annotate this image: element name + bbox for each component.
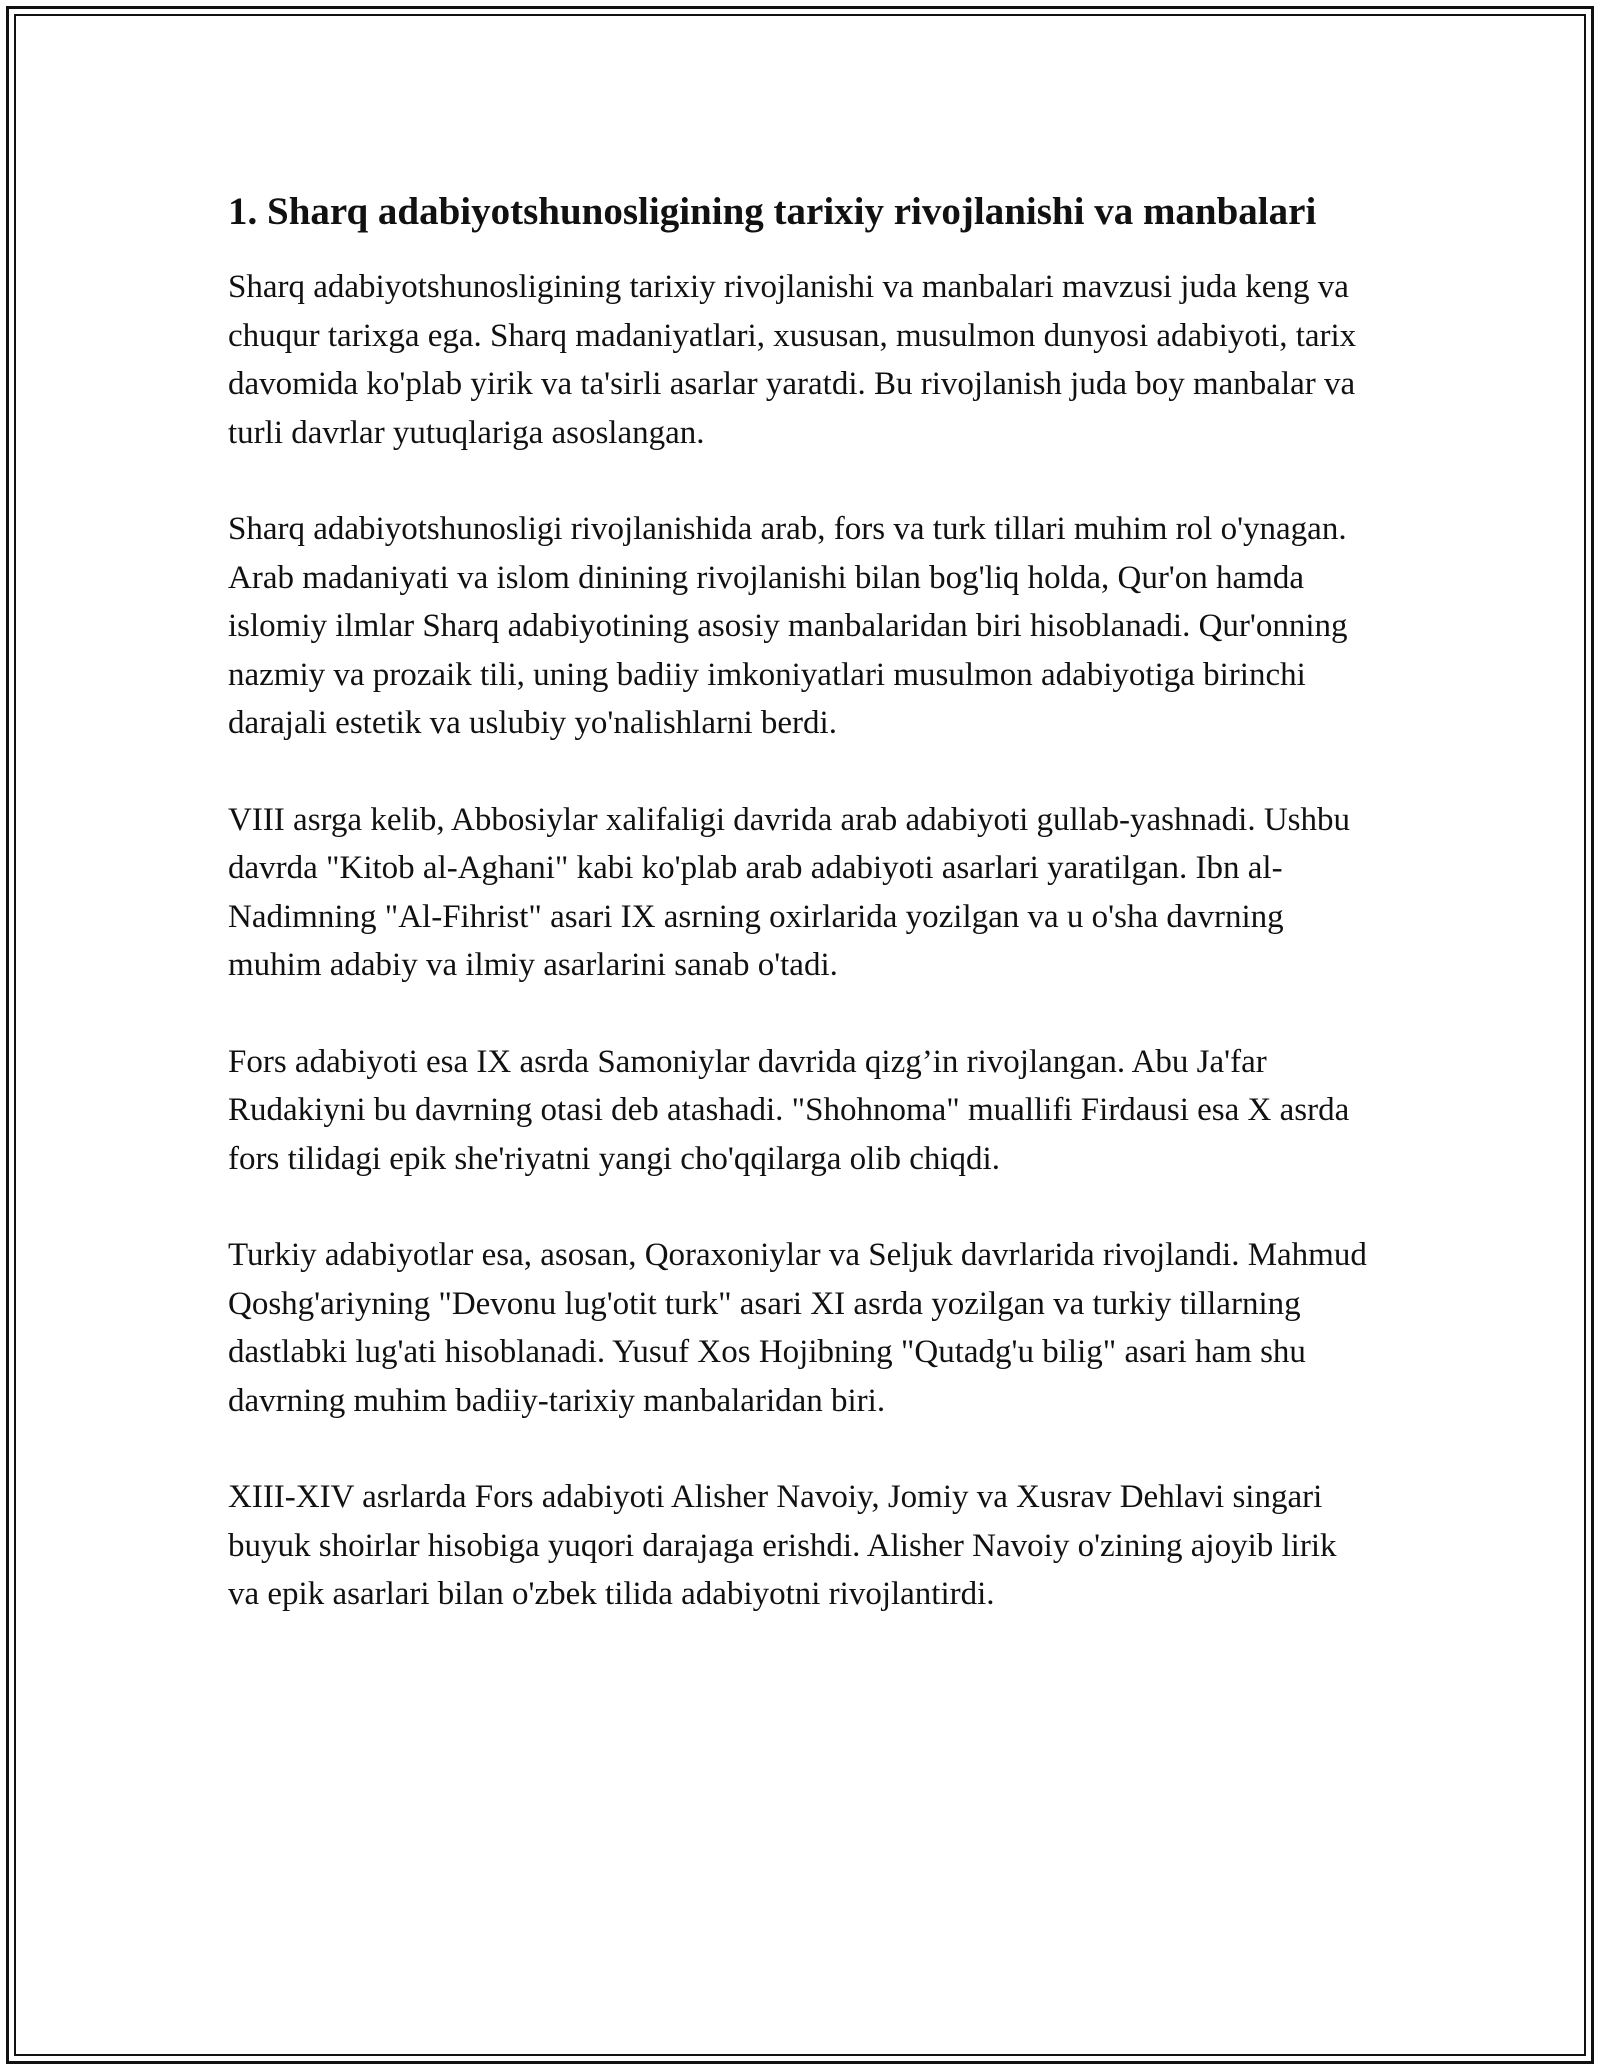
paragraph-1: Sharq adabiyotshunosligining tarixiy rivojlanishi va manbalari mavzusi juda keng va chuqur tarixga ega. Sharq madaniyatlari, xususan, musulmon dunyosi adabiyoti, tarix davomida ko'plab yirik va ta'sirli asarlar yaratdi. Bu rivojlanish juda boy manbalar va turli davrlar yutuqlariga asoslangan. xyxy=(228,269,1357,451)
paragraph-3: VIII asrga kelib, Abbosiylar xalifaligi davrida arab adabiyoti gullab-yashnadi. Ushbu davrda "Kitob al-Aghani" kabi ko'plab arab adabiyoti asarlari yaratilgan. Ibn al-Nadimning "Al-Fihrist" asari IX asrning oxirlarida yozilgan va u o'sha davrning muhim adabiy va ilmiy asarlarini sanab o'tadi. xyxy=(228,801,1350,983)
paragraph-2: Sharq adabiyotshunosligi rivojlanishida arab, fors va turk tillari muhim rol o'ynagan. Arab madaniyati va islom dinining rivojlanishi bilan bog'liq holda, Qur'on hamda islomiy ilmlar Sharq adabiyotining asosiy manbalaridan biri hisoblanadi. Qur'onning nazmiy va prozaik tili, uning badiiy imkoniyatlari musulmon adabiyotiga birinchi darajali estetik va uslubiy yo'nalishlarni berdi. xyxy=(228,511,1348,741)
paragraph-6: XIII-XIV asrlarda Fors adabiyoti Alisher Navoiy, Jomiy va Xusrav Dehlavi singari buyuk shoirlar hisobiga yuqori darajaga erishdi. Alisher Navoiy o'zining ajoyib lirik va epik asarlari bilan o'zbek tilida adabiyotni rivojlantirdi. xyxy=(228,1479,1337,1612)
paragraph-4: Fors adabiyoti esa IX asrda Samoniylar davrida qizg’in rivojlangan. Abu Ja'far Rudakiyni bu davrning otasi deb atashadi. "Shohnoma" muallifi Firdausi esa X asrda fors tilidagi epik she'riyatni yangi cho'qqilarga olib chiqdi. xyxy=(228,1043,1350,1177)
section-heading: 1. Sharq adabiyotshunosligining tarixiy rivojlanishi va manbalari xyxy=(228,190,1317,233)
document-body xyxy=(228,184,1368,1667)
paragraph-5: Turkiy adabiyotlar esa, asosan, Qoraxoniylar va Seljuk davrlarida rivojlandi. Mahmud Qoshg'ariyning "Devonu lug'otit turk" asari XI asrda yozilgan va turkiy tillarning dastlabki lug'ati hisoblanadi. Yusuf Xos Hojibning "Qutadg'u bilig" asari ham shu davrning muhim badiiy-tarixiy manbalaridan biri. xyxy=(228,1237,1367,1419)
